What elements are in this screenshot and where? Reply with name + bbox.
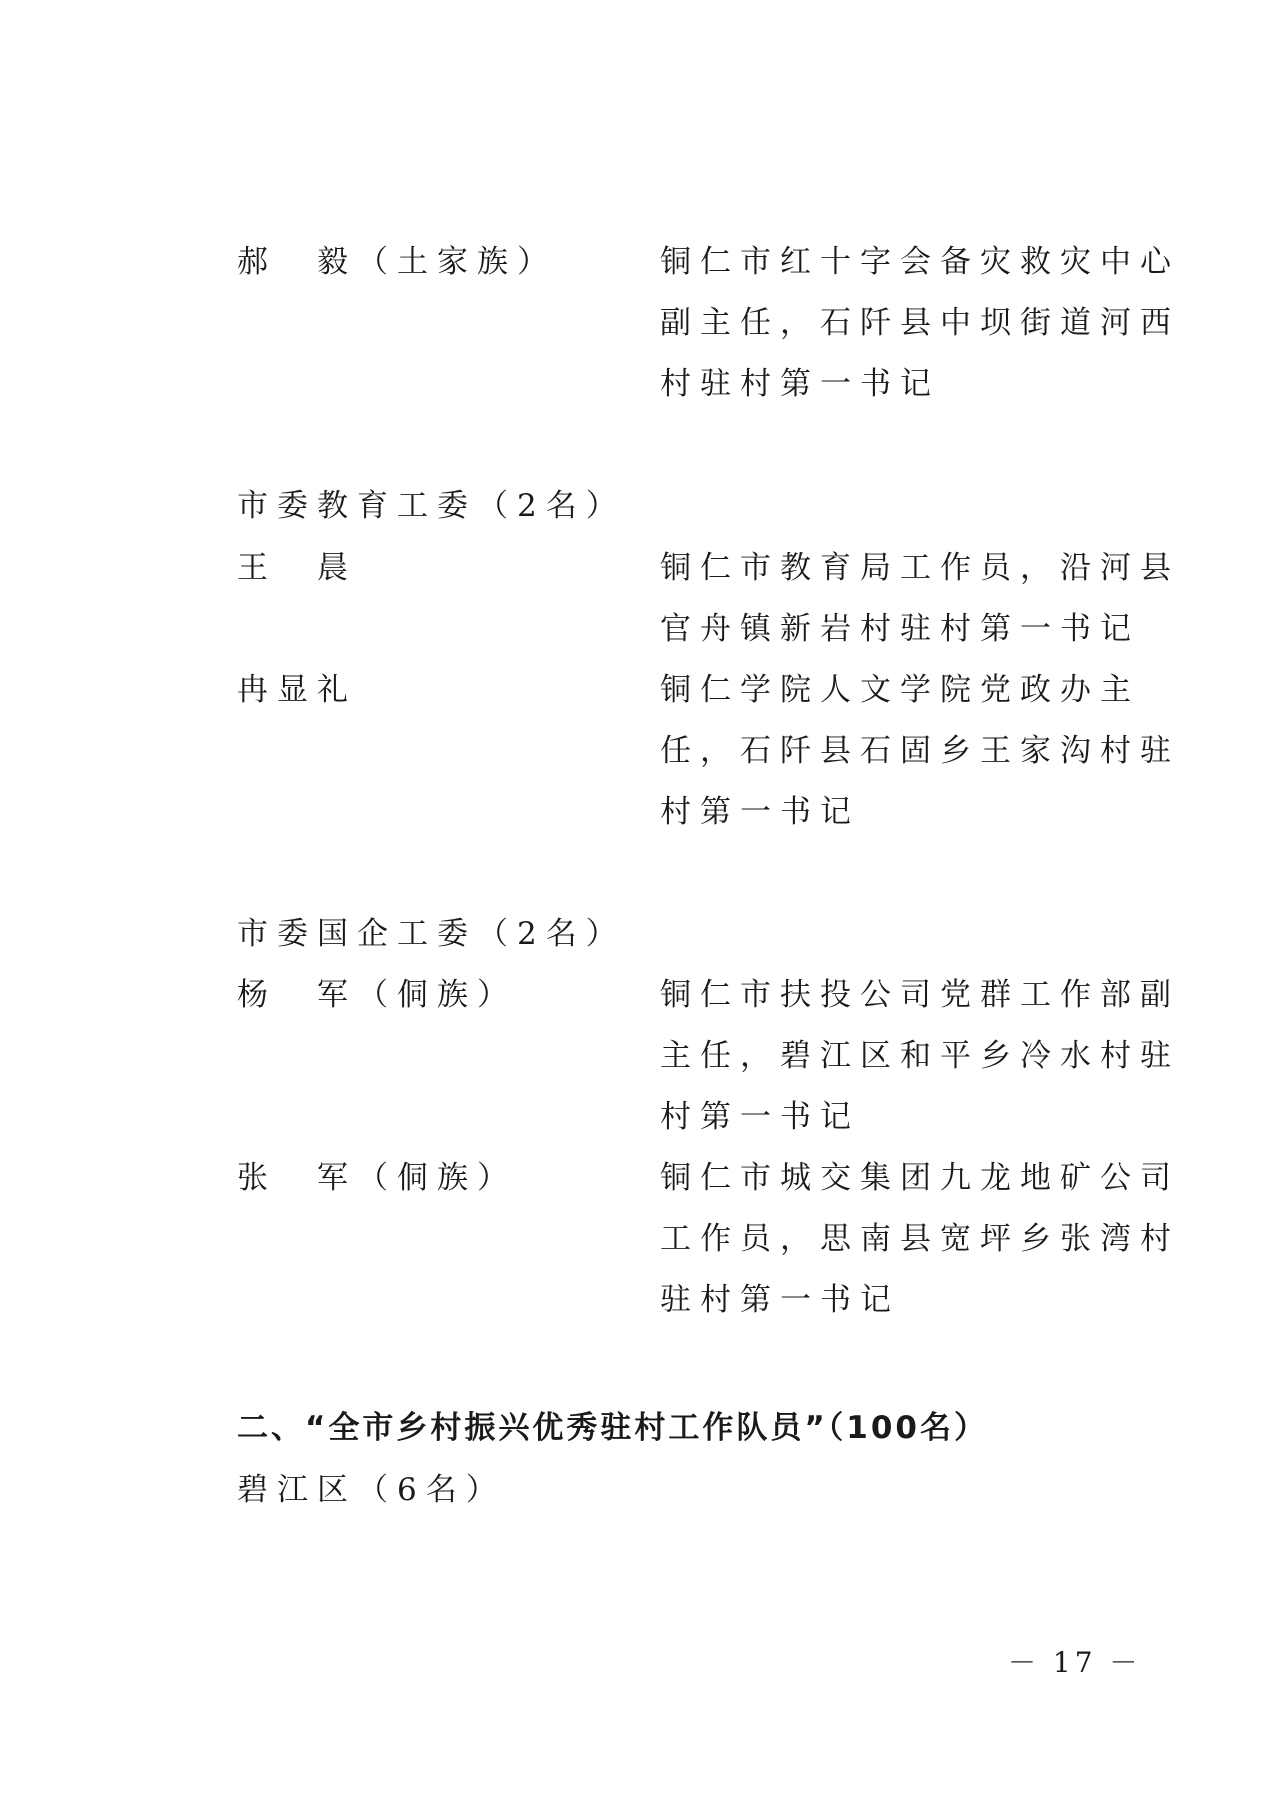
person-desc-line: 村第一书记	[660, 794, 860, 830]
person-desc-line: 村驻村第一书记	[660, 366, 940, 402]
person-desc-line: 铜仁市教育局工作员，沿河县	[660, 550, 1180, 586]
page-number: － 17 －	[1008, 1646, 1142, 1679]
person-desc-line: 副主任，石阡县中坝街道河西	[660, 305, 1180, 341]
section-heading: 二、“全市乡村振兴优秀驻村工作队员”（100名）	[237, 1410, 988, 1446]
subgroup-heading: 碧江区（6名）	[237, 1472, 506, 1508]
person-name: 郝 毅（土家族）	[237, 244, 557, 280]
person-name: 王 晨	[237, 550, 357, 586]
person-desc-line: 官舟镇新岩村驻村第一书记	[660, 611, 1140, 647]
person-name: 杨 军（侗族）	[237, 977, 517, 1013]
person-name: 冉显礼	[237, 672, 357, 708]
person-desc-line: 铜仁市红十字会备灾救灾中心	[660, 244, 1180, 280]
person-desc-line: 村第一书记	[660, 1099, 860, 1135]
person-name: 张 军（侗族）	[237, 1160, 517, 1196]
group-heading: 市委国企工委（2名）	[237, 916, 626, 952]
person-desc-line: 工作员，思南县宽坪乡张湾村	[660, 1221, 1180, 1257]
person-desc-line: 主任，碧江区和平乡冷水村驻	[660, 1038, 1180, 1074]
group-heading: 市委教育工委（2名）	[237, 488, 626, 524]
person-desc-line: 驻村第一书记	[660, 1282, 900, 1318]
person-desc-line: 铜仁学院人文学院党政办主	[660, 672, 1140, 708]
person-desc-line: 铜仁市城交集团九龙地矿公司	[660, 1160, 1180, 1196]
person-desc-line: 任，石阡县石固乡王家沟村驻	[660, 733, 1180, 769]
person-desc-line: 铜仁市扶投公司党群工作部副	[660, 977, 1180, 1013]
